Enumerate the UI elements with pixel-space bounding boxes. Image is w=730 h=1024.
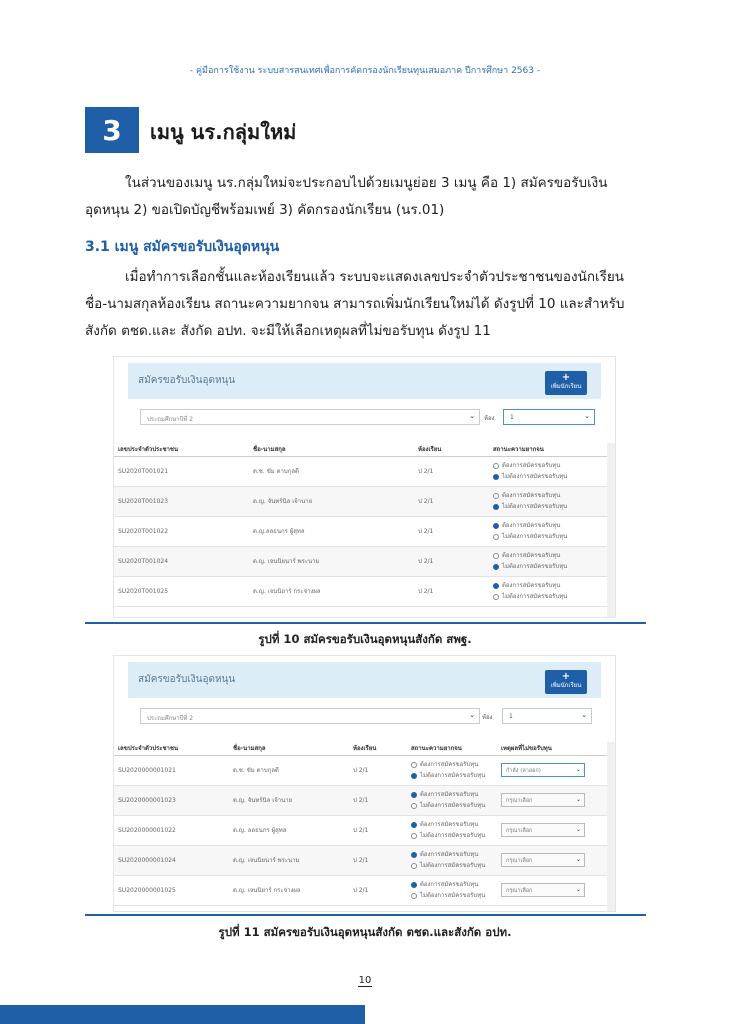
scrollbar[interactable] xyxy=(607,443,615,617)
reason-select-value: กรุณาเลือก xyxy=(506,888,533,894)
figure-header-bar xyxy=(128,662,601,698)
radio-icon xyxy=(411,893,417,899)
radio-icon xyxy=(493,474,499,480)
cell-name: ด.ญ. จันทร์นิล เจ้านาย xyxy=(249,486,414,516)
radio-apply[interactable] xyxy=(411,849,497,860)
cell-reason xyxy=(497,815,609,845)
radio-icon xyxy=(493,504,499,510)
cell-name: ด.ญ. เจนนิยาร์ กระจ่างผล xyxy=(229,875,349,905)
col-header-room: ห้องเรียน xyxy=(414,443,489,456)
radio-label: ไม่ต้องการสมัครขอรับทุน xyxy=(502,593,568,600)
section-title: เมนู นร.กลุ่มใหม่ xyxy=(150,120,297,144)
radio-label: ไม่ต้องการสมัครขอรับทุน xyxy=(502,563,568,570)
radio-apply[interactable] xyxy=(493,490,609,501)
cell-room: ป 2/1 xyxy=(349,845,407,875)
col-header-status: สถานะความยากจน xyxy=(407,742,497,755)
reason-select[interactable] xyxy=(501,793,585,807)
cell-status xyxy=(489,516,609,546)
cell-status xyxy=(489,576,609,606)
radio-no-apply[interactable] xyxy=(411,860,497,871)
figure-11-caption: รูปที่ 11 สมัครขอรับเงินอุดหนุนสังกัด ตชด.และสังกัด อปท. xyxy=(218,925,512,939)
cell-room: ป 2/1 xyxy=(414,486,489,516)
cell-reason xyxy=(497,785,609,815)
grade-select-value: ประถมศึกษาปีที่ 2 xyxy=(147,416,194,423)
reason-select-value: กรุณาเลือก xyxy=(506,798,533,804)
radio-apply[interactable] xyxy=(493,550,609,561)
radio-apply[interactable] xyxy=(493,460,609,471)
cell-status xyxy=(407,815,497,845)
radio-no-apply[interactable] xyxy=(411,830,497,841)
radio-label: ไม่ต้องการสมัครขอรับทุน xyxy=(420,802,486,809)
chevron-down-icon: ⌄ xyxy=(575,886,581,893)
cell-id: SU2020T001022 xyxy=(114,516,249,546)
cell-room: ป 2/1 xyxy=(349,875,407,905)
reason-select-value: กรุณาเลือก xyxy=(506,828,533,834)
reason-select[interactable] xyxy=(501,823,585,837)
reason-select[interactable] xyxy=(501,853,585,867)
cell-name: ด.ญ. เจนนิยนาร์ พระนาม xyxy=(229,845,349,875)
col-header-status: สถานะความยากจน xyxy=(489,443,609,456)
table-header-row xyxy=(114,742,609,755)
room-select[interactable] xyxy=(502,708,592,724)
radio-icon xyxy=(411,833,417,839)
cell-room: ป 2/1 xyxy=(349,785,407,815)
add-student-button[interactable] xyxy=(545,371,587,395)
radio-apply[interactable] xyxy=(411,759,497,770)
radio-icon xyxy=(493,534,499,540)
radio-icon xyxy=(411,762,417,768)
chevron-down-icon: ⌄ xyxy=(469,711,475,719)
radio-icon xyxy=(411,863,417,869)
radio-no-apply[interactable] xyxy=(411,890,497,901)
footer-bar xyxy=(0,1005,365,1024)
radio-apply[interactable] xyxy=(411,789,497,800)
table-row xyxy=(114,456,609,486)
table-row xyxy=(114,516,609,546)
radio-no-apply[interactable] xyxy=(493,561,609,572)
scrollbar[interactable] xyxy=(607,742,615,911)
reason-select-value: กำลัง (ลาออก) xyxy=(506,768,541,774)
cell-name: ด.ญ. จันทร์นิล เจ้านาย xyxy=(229,785,349,815)
radio-label: ต้องการสมัครขอรับทุน xyxy=(502,552,561,559)
cell-id: SU2020T001025 xyxy=(114,576,249,606)
grade-select[interactable] xyxy=(140,409,480,425)
cell-id: SU2020000001024 xyxy=(114,845,229,875)
cell-status xyxy=(407,845,497,875)
cell-name: ด.ช. ขัม ตาบกุลดี xyxy=(229,755,349,785)
radio-label: ไม่ต้องการสมัครขอรับทุน xyxy=(502,503,568,510)
cell-id: SU2020T001021 xyxy=(114,456,249,486)
col-header-name: ชื่อ-นามสกุล xyxy=(249,443,414,456)
cell-name: ด.ญ. เจนนิยาร์ กระจ่างผล xyxy=(249,576,414,606)
figure-11-screenshot xyxy=(113,655,616,912)
col-header-id: เลขประจำตัวประชาชน xyxy=(114,742,229,755)
cell-name: ด.ญ. เจนนิยนาร์ พระนาม xyxy=(249,546,414,576)
chevron-down-icon: ⌄ xyxy=(581,711,587,719)
radio-icon xyxy=(411,803,417,809)
add-student-label: เพิ่มนักเรียน xyxy=(550,682,582,689)
col-header-room: ห้องเรียน xyxy=(349,742,407,755)
radio-no-apply[interactable] xyxy=(493,471,609,482)
cell-name: ด.ช. ขัม ตาบกุลดี xyxy=(249,456,414,486)
radio-apply[interactable] xyxy=(493,520,609,531)
cell-status xyxy=(489,456,609,486)
page-number-value: 10 xyxy=(358,975,372,986)
cell-id: SU2020000001023 xyxy=(114,785,229,815)
cell-id: SU2020T001023 xyxy=(114,486,249,516)
radio-icon xyxy=(493,493,499,499)
table-row xyxy=(114,785,609,815)
divider-rule xyxy=(85,622,646,624)
cell-id: SU2020000001025 xyxy=(114,875,229,905)
radio-label: ต้องการสมัครขอรับทุน xyxy=(502,522,561,529)
plus-icon: + xyxy=(561,372,571,383)
radio-no-apply[interactable] xyxy=(493,591,609,602)
chevron-down-icon: ⌄ xyxy=(584,412,590,420)
cell-reason xyxy=(497,845,609,875)
cell-id: SU2020000001021 xyxy=(114,755,229,785)
radio-label: ไม่ต้องการสมัครขอรับทุน xyxy=(420,832,486,839)
radio-label: ต้องการสมัครขอรับทุน xyxy=(502,492,561,499)
paragraph-intro: ในส่วนของเมนู นร.กลุ่มใหม่จะประกอบไปด้วยเมนูย่อย 3 เมนู คือ 1) สมัครขอรับเงินอุดหนุน 2) ขอเปิดบัญชีพร้อมเพย์ 3) คัดกรองนักเรียน (นร.01) xyxy=(85,175,608,218)
radio-label: ไม่ต้องการสมัครขอรับทุน xyxy=(420,892,486,899)
radio-label: ต้องการสมัครขอรับทุน xyxy=(420,821,479,828)
chevron-down-icon: ⌄ xyxy=(469,412,475,420)
radio-no-apply[interactable] xyxy=(493,531,609,542)
figure-title: สมัครขอรับเงินอุดหนุน xyxy=(138,674,236,685)
paragraph-description: เมื่อทำการเลือกชั้นและห้องเรียนแล้ว ระบบจะแสดงเลขประจำตัวประชาชนของนักเรียน ชื่อ-นามสกุลห้องเรียน สถานะความยากจน สามารถเพิ่มนักเรียนใหม่ได้ ดังรูปที่ 10 และสำหรับสังกัด ตชด.และ สังกัด อปท. จะมีให้เลือกเหตุผลที่ไม่ขอรับทุน ดังรูป 11 xyxy=(85,269,625,339)
radio-apply[interactable] xyxy=(411,879,497,890)
radio-label: ไม่ต้องการสมัครขอรับทุน xyxy=(420,772,486,779)
radio-label: ต้องการสมัครขอรับทุน xyxy=(420,761,479,768)
cell-status xyxy=(407,875,497,905)
table-row xyxy=(114,815,609,845)
radio-apply[interactable] xyxy=(411,819,497,830)
chevron-down-icon: ⌄ xyxy=(575,796,581,803)
room-select[interactable] xyxy=(503,409,595,425)
radio-label: ต้องการสมัครขอรับทุน xyxy=(502,462,561,469)
table-header-row xyxy=(114,443,609,456)
room-label: ห้อง xyxy=(482,714,493,721)
radio-label: ต้องการสมัครขอรับทุน xyxy=(420,881,479,888)
cell-name: ด.ญ.ลลธนกร ผู้สุทล xyxy=(249,516,414,546)
add-student-label: เพิ่มนักเรียน xyxy=(550,383,582,390)
chevron-down-icon: ⌄ xyxy=(575,826,581,833)
cell-name: ด.ญ. ลลธนกร ผู้สุทล xyxy=(229,815,349,845)
radio-icon xyxy=(411,882,417,888)
table-row xyxy=(114,875,609,905)
students-table xyxy=(114,742,609,906)
radio-icon xyxy=(493,523,499,529)
cell-room: ป 2/1 xyxy=(349,755,407,785)
cell-room: ป 2/1 xyxy=(414,516,489,546)
radio-no-apply[interactable] xyxy=(493,501,609,512)
radio-icon xyxy=(493,583,499,589)
cell-status xyxy=(489,486,609,516)
col-header-name: ชื่อ-นามสกุล xyxy=(229,742,349,755)
add-student-button[interactable] xyxy=(545,670,587,694)
cell-status xyxy=(489,546,609,576)
grade-select-value: ประถมศึกษาปีที่ 2 xyxy=(147,715,194,722)
table-row xyxy=(114,755,609,785)
table-row xyxy=(114,486,609,516)
students-table xyxy=(114,443,609,607)
chevron-down-icon: ⌄ xyxy=(575,766,581,773)
radio-icon xyxy=(493,564,499,570)
cell-id: SU2020T001024 xyxy=(114,546,249,576)
table-row xyxy=(114,576,609,606)
chevron-down-icon: ⌄ xyxy=(575,856,581,863)
radio-icon xyxy=(411,852,417,858)
reason-select[interactable] xyxy=(501,883,585,897)
radio-no-apply[interactable] xyxy=(411,770,497,781)
cell-reason xyxy=(497,875,609,905)
table-row xyxy=(114,546,609,576)
page-number xyxy=(0,975,730,986)
divider-rule xyxy=(85,914,646,916)
plus-icon: + xyxy=(561,671,571,682)
subsection-title: 3.1 เมนู สมัครขอรับเงินอุดหนุน xyxy=(85,239,280,255)
cell-room: ป 2/1 xyxy=(414,576,489,606)
cell-room: ป 2/1 xyxy=(414,546,489,576)
cell-status xyxy=(407,755,497,785)
reason-select[interactable] xyxy=(501,763,585,777)
table-row xyxy=(114,845,609,875)
figure-header-bar xyxy=(128,363,601,399)
radio-label: ต้องการสมัครขอรับทุน xyxy=(420,851,479,858)
radio-icon xyxy=(493,594,499,600)
grade-select[interactable] xyxy=(140,708,480,724)
radio-label: ไม่ต้องการสมัครขอรับทุน xyxy=(420,862,486,869)
room-label: ห้อง xyxy=(484,415,495,422)
figure-10-caption: รูปที่ 10 สมัครขอรับเงินอุดหนุนสังกัด สพฐ. xyxy=(258,632,472,646)
radio-icon xyxy=(411,773,417,779)
radio-icon xyxy=(493,463,499,469)
radio-no-apply[interactable] xyxy=(411,800,497,811)
radio-label: ต้องการสมัครขอรับทุน xyxy=(502,582,561,589)
radio-icon xyxy=(411,822,417,828)
cell-room: ป 2/1 xyxy=(349,815,407,845)
cell-reason xyxy=(497,755,609,785)
cell-status xyxy=(407,785,497,815)
cell-room: ป 2/1 xyxy=(414,456,489,486)
radio-label: ต้องการสมัครขอรับทุน xyxy=(420,791,479,798)
page-header: - คู่มือการใช้งาน ระบบสารสนเทศเพื่อการคัดกรองนักเรียนทุนเสมอภาค ปีการศึกษา 2563 - xyxy=(189,66,541,76)
figure-10-screenshot xyxy=(113,356,616,618)
radio-apply[interactable] xyxy=(493,580,609,591)
section-number: 3 xyxy=(85,107,139,153)
radio-label: ไม่ต้องการสมัครขอรับทุน xyxy=(502,473,568,480)
reason-select-value: กรุณาเลือก xyxy=(506,858,533,864)
col-header-id: เลขประจำตัวประชาชน xyxy=(114,443,249,456)
radio-label: ไม่ต้องการสมัครขอรับทุน xyxy=(502,533,568,540)
cell-id: SU2020000001022 xyxy=(114,815,229,845)
figure-title: สมัครขอรับเงินอุดหนุน xyxy=(138,375,236,386)
radio-icon xyxy=(493,553,499,559)
room-select-value: 1 xyxy=(509,713,513,720)
radio-icon xyxy=(411,792,417,798)
col-header-reason: เหตุผลที่ไม่ขอรับทุน xyxy=(497,742,609,755)
room-select-value: 1 xyxy=(510,414,514,421)
